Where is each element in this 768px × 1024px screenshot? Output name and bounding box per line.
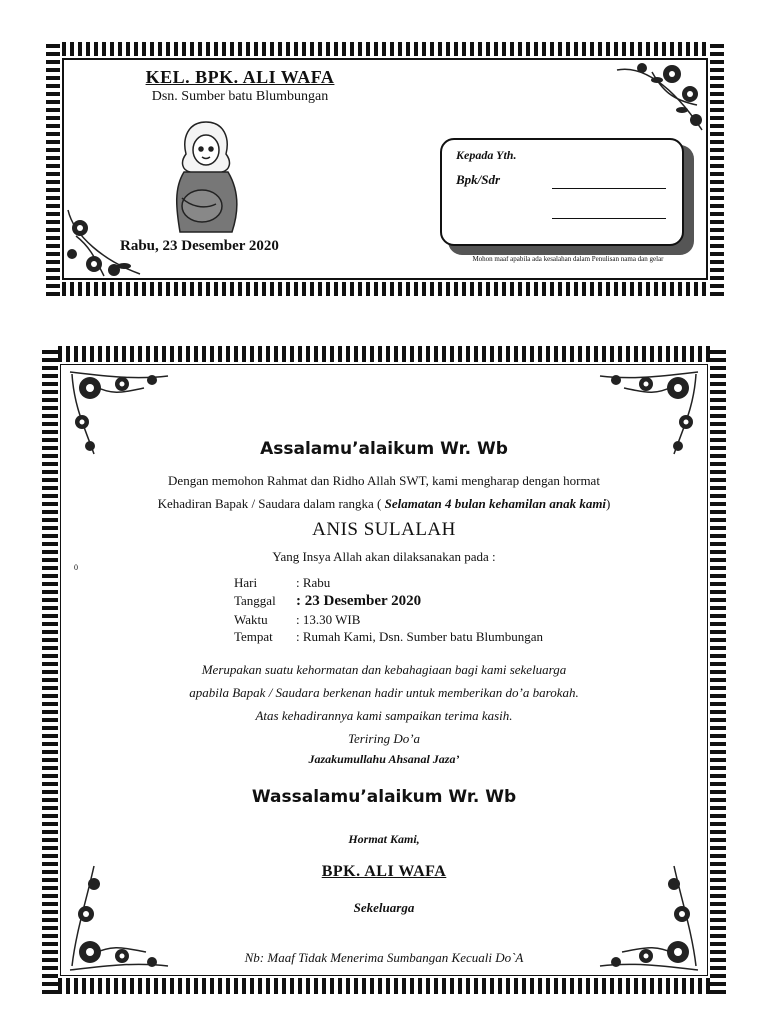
event-date: Rabu, 23 Desember 2020: [120, 238, 279, 254]
address: Dsn. Sumber batu Blumbungan: [151, 89, 329, 104]
closing-line-3: Atas kehadirannya kami sampaikan terima kasih.: [255, 708, 513, 723]
honoree-name: ANIS SULALAH: [312, 519, 456, 540]
footnote: Nb: Maaf Tidak Menerima Sumbangan Kecuali Do`A: [244, 950, 524, 965]
intro-line-1: Dengan memohon Rahmat dan Ridho Allah SWT, kami mengharap dengan hormat: [168, 473, 600, 488]
recipient-address-line[interactable]: [552, 218, 666, 219]
event-name: Selamatan 4 bulan kehamilan anak kami: [384, 496, 607, 511]
recipient-box: [440, 138, 684, 246]
closing-line-5: Jazakumullahu Ahsanal Jaza’: [308, 752, 460, 766]
host-suffix: Sekeluarga: [353, 900, 415, 915]
floral-ornament-icon: [612, 60, 706, 134]
family-title: KEL. BPK. ALI WAFA: [145, 67, 335, 87]
pregnant-woman-illustration-icon: [168, 118, 244, 234]
detail-row-day: Hari : Rabu: [234, 575, 331, 590]
closing-line-1: Merupakan suatu kehormatan dan kebahagiaan bagi kami sekeluarga: [201, 662, 567, 677]
intro-line-2: Kehadiran Bapak / Saudara dalam rangka ( Selamatan 4 bulan kehamilan anak kami): [157, 496, 611, 511]
schedule-intro: Yang Insya Allah akan dilaksanakan pada :: [272, 549, 496, 564]
greeting: Assalamu’alaikum Wr. Wb: [260, 439, 508, 459]
recipient-heading: Kepada Yth.: [456, 148, 517, 162]
stray-mark: 0: [74, 563, 78, 572]
host-name: BPK. ALI WAFA: [321, 863, 447, 880]
recipient-label: Bpk/Sdr: [456, 172, 501, 187]
apology-note: Mohon maaf apabila ada kesalahan dalam Penulisan nama dan gelar: [472, 256, 664, 263]
regards: Hormat Kami,: [348, 832, 420, 846]
closing-line-4: Teriring Do’a: [347, 731, 421, 746]
detail-row-place: Tempat : Rumah Kami, Dsn. Sumber batu Blumbungan: [234, 629, 543, 644]
detail-row-date: Tanggal : 23 Desember 2020: [234, 593, 422, 609]
closing-line-2: apabila Bapak / Saudara berkenan hadir untuk memberikan do’a barokah.: [189, 685, 579, 700]
recipient-name-line[interactable]: [552, 188, 666, 189]
detail-row-time: Waktu : 13.30 WIB: [234, 612, 361, 627]
farewell: Wassalamu’alaikum Wr. Wb: [251, 787, 517, 807]
